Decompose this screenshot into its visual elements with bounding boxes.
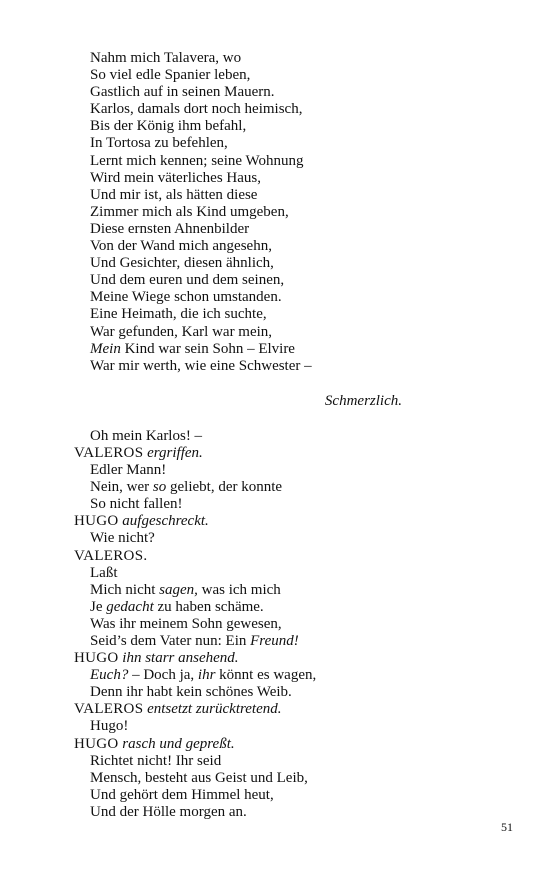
speaker-name: HUGO [74, 513, 119, 530]
text-segment: Mich nicht [90, 581, 160, 598]
text-segment: Von der Wand mich angesehn, [90, 238, 272, 255]
verse-line [74, 50, 494, 67]
verse-line [74, 255, 494, 272]
speaker-name: VALEROS. [74, 547, 148, 564]
text-segment: Mensch, besteht aus Geist und Leib, [90, 769, 308, 786]
verse-line [74, 341, 494, 358]
text-segment: – Doch ja, [128, 667, 198, 684]
verse-line [74, 289, 494, 306]
verse-line [74, 496, 494, 513]
verse-line [74, 118, 494, 135]
text-segment: Hugo! [90, 718, 129, 735]
verse-line [74, 67, 494, 84]
verse-line [74, 633, 494, 650]
page-number: 51 [501, 820, 513, 834]
verse-line [74, 135, 494, 152]
verse-line [74, 306, 494, 323]
verse-line [74, 170, 494, 187]
speaker-line [74, 736, 494, 753]
text-segment: geliebt, der konnte [166, 479, 283, 496]
speaker-name: HUGO [74, 735, 119, 752]
speaker-line [74, 445, 494, 462]
text-segment: Eine Heimath, die ich suchte, [90, 306, 267, 323]
verse-line [74, 582, 494, 599]
italic-text: so [152, 479, 167, 496]
text-segment: War mir werth, wie eine Schwester – [90, 357, 312, 374]
text-segment: Richtet nicht! Ihr seid [90, 752, 222, 769]
text-segment: Gastlich auf in seinen Mauern. [90, 84, 275, 101]
italic-text: ergriffen. [147, 444, 203, 461]
stage-direction [74, 393, 494, 410]
verse-line [74, 684, 494, 701]
text-segment: Denn ihr habt kein schönes Weib. [90, 684, 292, 701]
text-segment: Je [90, 598, 107, 615]
text-segment: zu haben schäme. [153, 598, 264, 615]
verse-line [74, 204, 494, 221]
text-segment: Was ihr meinem Sohn gewesen, [90, 615, 282, 632]
verse-line [74, 462, 494, 479]
text-segment: Nahm mich Talavera, wo [90, 50, 242, 66]
verse-line [74, 479, 494, 496]
verse-line [74, 221, 494, 238]
text-segment: So viel edle Spanier leben, [90, 67, 251, 84]
italic-text: ihn starr ansehend. [122, 650, 239, 667]
text-segment: War gefunden, Karl war mein, [90, 323, 273, 340]
text-segment: Zimmer mich als Kind umgeben, [90, 203, 289, 220]
verse-line [74, 667, 494, 684]
text-segment: Wird mein väterliches Haus, [90, 169, 262, 186]
text-segment: Und Gesichter, diesen ähnlich, [90, 255, 274, 272]
text-segment: Und dem euren und dem seinen, [90, 272, 285, 289]
verse-line [74, 238, 494, 255]
text-segment: Diese ernsten Ahnenbilder [90, 220, 250, 237]
verse-line [74, 787, 494, 804]
italic-text: Mein [90, 340, 121, 357]
verse-line [74, 358, 494, 375]
text-segment: In Tortosa zu befehlen, [90, 135, 228, 152]
text-segment: So nicht fallen! [90, 496, 183, 513]
verse-line [74, 718, 494, 735]
speaker-line [74, 548, 494, 565]
italic-text: rasch und gepreßt. [122, 735, 235, 752]
verse-line [74, 770, 494, 787]
italic-text: gedacht [106, 598, 154, 615]
speaker-name: VALEROS [74, 701, 144, 718]
verse-line [74, 428, 494, 445]
text-segment: Nein, wer [90, 479, 153, 496]
verse-line [74, 324, 494, 341]
text-segment: Bis der König ihm befahl, [90, 118, 247, 135]
verse-line [74, 616, 494, 633]
text-segment: Und gehört dem Himmel heut, [90, 786, 274, 803]
italic-text: aufgeschreckt. [122, 513, 209, 530]
verse-line [74, 804, 494, 821]
text-segment: Oh mein Karlos! – [90, 427, 203, 444]
verse-line [74, 530, 494, 547]
italic-text: Schmerzlich. [324, 392, 402, 409]
text-segment: Lernt mich kennen; seine Wohnung [90, 152, 304, 169]
text-segment: Meine Wiege schon umstanden. [90, 289, 282, 306]
text-segment: Und der Hölle morgen an. [90, 803, 247, 820]
italic-text: Euch? [90, 667, 129, 684]
text-segment: Und mir ist, als hätten diese [90, 186, 258, 203]
text-segment: Edler Mann! [90, 462, 167, 479]
verse-line [74, 753, 494, 770]
text-segment: Kind war sein Sohn – Elvire [120, 340, 295, 357]
speaker-name: VALEROS [74, 444, 144, 461]
verse-line [74, 101, 494, 118]
verse-line [74, 153, 494, 170]
verse-line [74, 187, 494, 204]
verse-line [74, 84, 494, 101]
text-segment: Karlos, damals dort noch heimisch, [90, 101, 303, 118]
verse-line [74, 272, 494, 289]
text-segment: Seid’s dem Vater nun: Ein [90, 633, 251, 649]
verse-line [74, 599, 494, 616]
italic-text: Freund! [250, 633, 299, 649]
speaker-line [74, 701, 494, 718]
text-segment: Laßt [90, 564, 118, 581]
speaker-line [74, 650, 494, 667]
italic-text: sagen, [159, 581, 198, 598]
text-segment: könnt es wagen, [215, 667, 317, 684]
speaker-line [74, 513, 494, 530]
text-segment: Wie nicht? [90, 530, 155, 547]
verse-line [74, 565, 494, 582]
italic-text: ihr [197, 667, 216, 684]
italic-text: entsetzt zurücktretend. [147, 701, 282, 718]
play-text [74, 50, 494, 821]
text-segment: was ich mich [197, 581, 281, 598]
speaker-name: HUGO [74, 650, 119, 667]
